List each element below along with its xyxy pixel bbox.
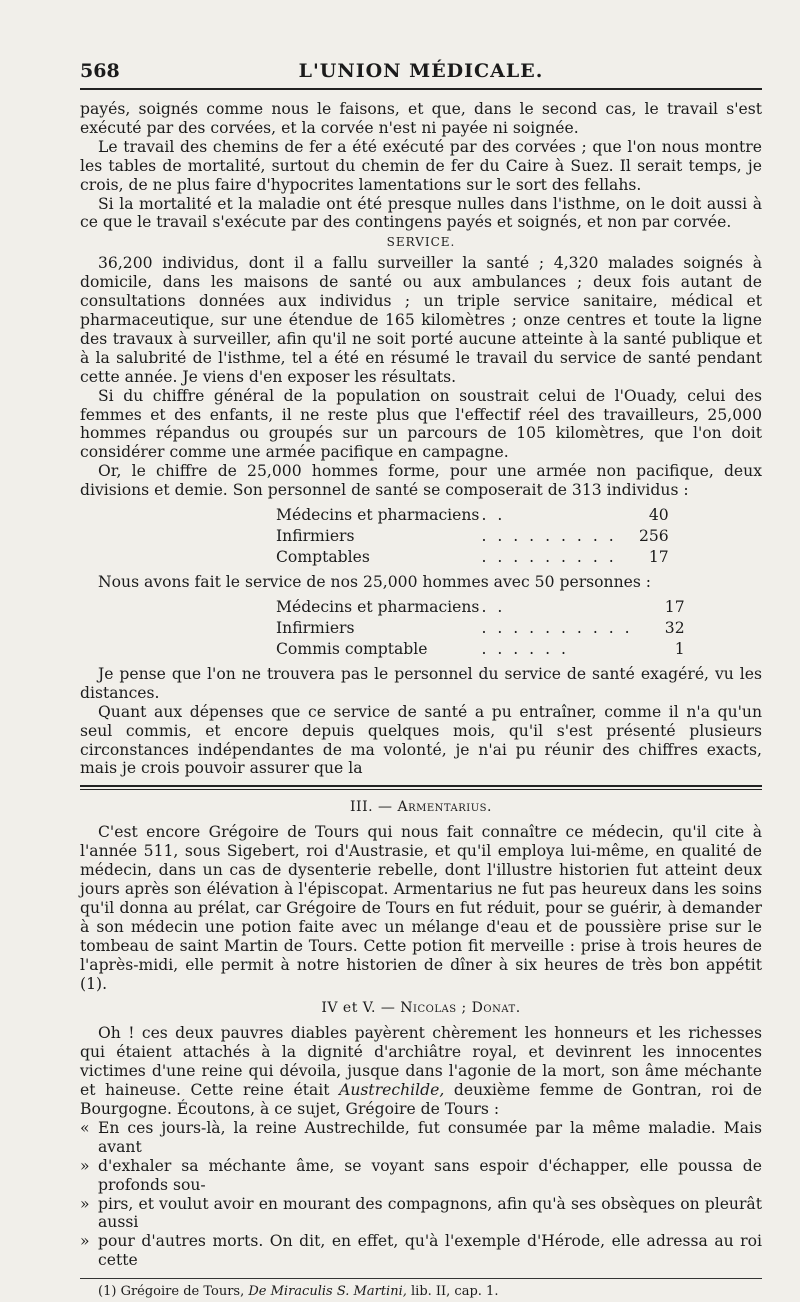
quote-text: pour d'autres morts. On dit, en effet, qu'à l'exemple d'Hérode, elle adressa au roi cette xyxy=(98,1232,762,1270)
footnote-mark: (1) xyxy=(98,1284,117,1300)
footnote-work: De Miraculis S. Martini, xyxy=(248,1284,407,1300)
quote-mark: » xyxy=(80,1156,90,1175)
quote-line xyxy=(80,1195,762,1233)
paragraph: C'est encore Grégoire de Tours qui nous fait connaître ce médecin, qu'il cite à l'année 511, sous Sigebert, roi d'Austrasie, et qu'il employa lui-même, en qualité de médecin, dans un cas de dysenterie rebelle, dont l'illustre historien fut atteint deux jours après son élévation à l'épiscopat. Armentarius ne fut pas heureux dans les soins qu'il donna au prélat, car Grégoire de Tours en fut réduit, pour se guérir, à demander à son médecin une potion faite avec un mélange d'eau et de poussière prise sur le tombeau de saint Martin de Tours. Cette potion fit merveille : prise à trois heures de l'après-midi, elle permit à notre historien de dîner à six heures de très bon appétit (1). xyxy=(80,823,762,993)
section-divider xyxy=(80,785,762,790)
italic-name: Austrechilde, xyxy=(339,1081,445,1100)
footnote-author: Grégoire de Tours, xyxy=(120,1284,245,1300)
list-value: 1 xyxy=(674,639,685,658)
list-value: 17 xyxy=(648,548,669,567)
page-number: 568 xyxy=(80,60,120,82)
quote-text: pirs, et voulut avoir en mourant des compagnons, afin qu'à ses obsèques on pleurât aussi xyxy=(98,1194,762,1232)
list-dots: . . . . . . . . . xyxy=(481,527,617,546)
section-title: Armentarius. xyxy=(397,799,492,816)
list-label: Infirmiers xyxy=(276,618,355,637)
quote-line xyxy=(80,1232,762,1270)
page-header xyxy=(80,58,762,90)
list-label: Comptables xyxy=(276,548,370,567)
staff-list-isthmus xyxy=(276,597,685,660)
footnote xyxy=(80,1283,762,1302)
quote-mark: » xyxy=(80,1232,90,1251)
list-label: Médecins et pharmaciens xyxy=(276,506,480,525)
list-value: 17 xyxy=(664,597,685,616)
list-dots: . . xyxy=(481,597,506,616)
list-row xyxy=(276,526,669,547)
paragraph: Le travail des chemins de fer a été exécuté par des corvées ; que l'on nous montre les tables de mortalité, surtout du chemin de fer du Caire à Suez. Il serait temps, je crois, de ne plus faire d'hypocrites lamentations sur le sort des fellahs. xyxy=(80,137,762,194)
service-heading: SERVICE. xyxy=(386,235,456,250)
running-title: L'UNION MÉDICALE. xyxy=(298,60,544,82)
list-row xyxy=(276,597,685,618)
list-row xyxy=(276,547,669,568)
paragraph: Or, le chiffre de 25,000 hommes forme, pour une armée non pacifique, deux divisions et demie. Son personnel de santé se composerait de 313 individus : xyxy=(80,462,762,500)
list-label: Commis comptable xyxy=(276,639,428,658)
list-label: Infirmiers xyxy=(276,527,355,546)
paragraph-text: Oh ! ces deux pauvres diables payèrent chèrement les honneurs et les richesses qui étaient attachés à la dignité d'archiâtre royal, et devinrent les innocentes victimes d'une reine qui dévoila, jusque dans l'agonie de la mort, son âme méchante et haineuse. Cette reine était xyxy=(80,1024,762,1100)
footnote-ref: lib. II, cap. 1. xyxy=(411,1284,499,1300)
paragraph: Nous avons fait le service de nos 25,000 hommes avec 50 personnes : xyxy=(98,573,652,592)
section-heading-nicolas-donat xyxy=(80,999,762,1018)
footnote-rule xyxy=(80,1278,762,1279)
paragraph xyxy=(80,1024,762,1119)
list-value: 256 xyxy=(638,527,669,546)
paragraph-text: deuxième femme de Gontran, roi de Bourgogne. Écoutons, à ce sujet, Grégoire de Tours : xyxy=(80,1081,763,1118)
staff-list-army xyxy=(276,505,669,568)
quote-mark: » xyxy=(80,1194,90,1213)
list-dots: . . . . . . . . . . xyxy=(481,618,633,637)
quote-text: En ces jours-là, la reine Austrechilde, fut consumée par la même maladie. Mais avant xyxy=(98,1118,762,1156)
list-row xyxy=(276,618,685,639)
list-dots: . . xyxy=(481,506,506,525)
list-value: 40 xyxy=(648,506,669,525)
list-row xyxy=(276,505,669,526)
list-dots: . . . . . . xyxy=(481,639,569,658)
list-label: Médecins et pharmaciens xyxy=(276,597,480,616)
section-number: IV et V. — xyxy=(321,1000,396,1017)
quote-text: d'exhaler sa méchante âme, se voyant sans espoir d'échapper, elle poussa de profonds sou- xyxy=(98,1156,762,1194)
section-title: Nicolas ; Donat. xyxy=(400,1000,521,1017)
quotation xyxy=(80,1119,762,1270)
quote-mark: « xyxy=(80,1118,90,1137)
paragraph: Si la mortalité et la maladie ont été presque nulles dans l'isthme, on le doit aussi à ce que le travail s'exécute par des contingens payés et soignés, et non par corvée. xyxy=(80,194,762,232)
paragraph: Je pense que l'on ne trouvera pas le personnel du service de santé exagéré, vu les distances. xyxy=(80,664,762,702)
list-value: 32 xyxy=(664,618,685,637)
section-heading-armentarius xyxy=(80,798,762,817)
list-dots: . . . . . . . . . xyxy=(481,548,617,567)
paragraph: Si du chiffre général de la population on soustrait celui de l'Ouady, celui des femmes et des enfants, il ne reste plus que l'effectif réel des travailleurs, 25,000 hommes répandus ou groupés sur un parcours de 105 kilomètres, que l'on doit considérer comme une armée pacifique en campagne. xyxy=(80,386,762,462)
paragraph: 36,200 individus, dont il a fallu surveiller la santé ; 4,320 malades soignés à domicile, dans les maisons de santé ou aux ambulances ; deux fois autant de consultations données aux individus ; un triple service sanitaire, médical et pharmaceutique, sur une étendue de 165 kilomètres ; onze centres et toute la ligne des travaux à surveiller, afin qu'il ne soit porté aucune atteinte à la santé publique et à la salubrité de l'isthme, tel a été en résumé le travail du service de santé pendant cette année. Je viens d'en exposer les résultats. xyxy=(80,254,762,386)
body-text xyxy=(80,100,762,1302)
quote-line xyxy=(80,1119,762,1157)
section-number: III. — xyxy=(350,799,393,816)
paragraph: payés, soignés comme nous le faisons, et que, dans le second cas, le travail s'est exécuté par des corvées, et la corvée n'est ni payée ni soignée. xyxy=(80,100,762,137)
paragraph: Quant aux dépenses que ce service de santé a pu entraîner, comme il n'a qu'un seul commis, et encore depuis quelques mois, qu'il s'est présenté plusieurs circonstances indépendantes de ma volonté, je n'ai pu réunir des chiffres exacts, mais je crois pouvoir assurer que la xyxy=(80,702,762,778)
list-row xyxy=(276,639,685,660)
quote-line xyxy=(80,1157,762,1195)
